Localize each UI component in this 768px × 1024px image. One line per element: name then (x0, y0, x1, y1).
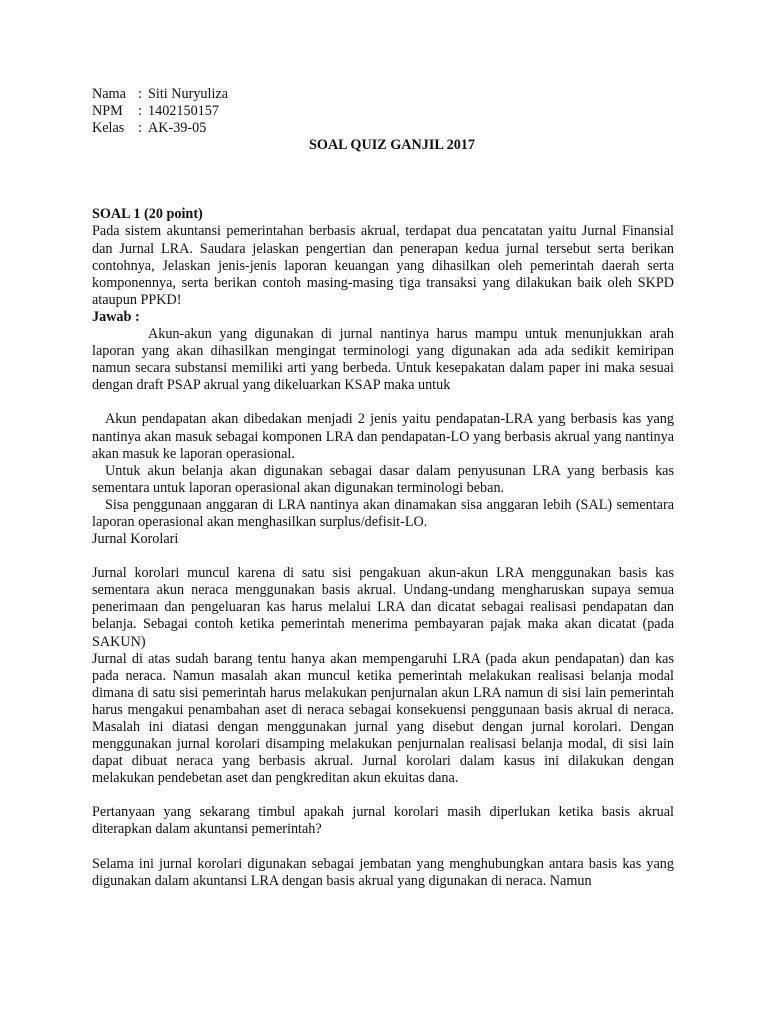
document-title: SOAL QUIZ GANJIL 2017 (309, 137, 475, 154)
name-separator: : (138, 86, 142, 102)
question-heading: SOAL 1 (20 point) (92, 206, 203, 223)
korolari-paragraph-3: Pertanyaan yang sekarang timbul apakah jurnal korolari masih diperlukan ketika basis akrual diterapkan dalam akuntansi pemerintah? (92, 804, 674, 838)
korolari-paragraph-4: Selama ini jurnal korolari digunakan sebagai jembatan yang menghubungkan antara basis kas yang digunakan dalam akuntansi LRA dengan basis akrual yang digunakan di neraca. Namun (92, 855, 674, 889)
npm-value: 1402150157 (148, 103, 219, 120)
student-class-row (92, 120, 674, 137)
answer-label: Jawab : (92, 308, 140, 325)
korolari-paragraph-1: Jurnal korolari muncul karena di satu sisi pengakuan akun-akun LRA menggunakan basis kas sementara akun neraca menggunakan basis akrual. Undang-undang mengharuskan supaya semua penerimaan dan pengeluaran kas harus melalui LRA dan dicatat sebagai realisasi pendapatan dan belanja. Sebagai contoh ketika pemerintah menerima pembayaran pajak maka akan dicatat (pada SAKUN) (92, 565, 674, 650)
document-content (92, 86, 674, 890)
class-value: AK-39-05 (148, 120, 207, 137)
name-value: Siti Nuryuliza (148, 86, 228, 102)
answer-paragraph-3: Untuk akun belanja akan digunakan sebagai dasar dalam penyusunan LRA yang berbasis kas sementara untuk laporan operasional akan digunakan terminologi beban. (92, 462, 674, 496)
class-separator: : (138, 120, 142, 137)
student-npm-row (92, 103, 674, 120)
answer-paragraph-2: Akun pendapatan akan dibedakan menjadi 2 jenis yaitu pendapatan-LRA yang berbasis kas yang nantinya akan masuk sebagai komponen LRA dan pendapatan-LO yang berbasis akrual yang nantinya akan masuk ke laporan operasional. (92, 411, 674, 462)
npm-label: NPM (92, 103, 123, 120)
korolari-paragraph-2: Jurnal di atas sudah barang tentu hanya akan mempengaruhi LRA (pada akun pendapatan) dan kas pada neraca. Namun masalah akan muncul ketika pemerintah melakukan realisasi belanja modal dimana di satu sisi pemerintah harus melakukan penjurnalan akun LRA namun di sisi lain pemerintah harus mengakui penambahan aset di neraca sebagai konsekuensi penggunaan basis akrual di neraca. Masalah ini diatasi dengan menggunakan jurnal yang disebut dengan jurnal korolari. Dengan menggunakan jurnal korolari disamping melakukan penjurnalan realisasi belanja modal, di sisi lain dapat dibuat neraca yang berbasis akrual. Jurnal korolari dalam kasus ini dilakukan dengan melakukan pendebetan aset dan pengkreditan akun ekuitas dana. (92, 650, 674, 787)
question-text: Pada sistem akuntansi pemerintahan berbasis akrual, terdapat dua pencatatan yaitu Jurnal Finansial dan Jurnal LRA. Saudara jelaskan pengertian dan penerapan kedua jurnal tersebut serta berikan contohnya, Jelaskan jenis-jenis laporan keuangan yang dihasilkan oleh pemerintah daerah serta komponennya, serta berikan contoh masing-masing tiga transaksi yang dilakukan baik oleh SKPD ataupun PPKD! (92, 223, 674, 308)
student-name-row (92, 86, 674, 103)
class-label: Kelas (92, 120, 125, 137)
name-label: Nama (92, 86, 126, 102)
answer-paragraph-4: Sisa penggunaan anggaran di LRA nantinya akan dinamakan sisa anggaran lebih (SAL) sementara laporan operasional akan menghasilkan surplus/defisit-LO. (92, 496, 674, 530)
npm-separator: : (138, 103, 142, 120)
answer-paragraph-1: Akun-akun yang digunakan di jurnal nantinya harus mampu untuk menunjukkan arah laporan yang akan dihasilkan mengingat terminologi yang digunakan ada ada sedikit kemiripan namun secara substansi memiliki arti yang berbeda. Untuk kesepakatan dalam paper ini maka sesuai dengan draft PSAP akrual yang dikeluarkan KSAP maka untuk (92, 326, 674, 394)
section-subheading: Jurnal Korolari (92, 531, 179, 548)
